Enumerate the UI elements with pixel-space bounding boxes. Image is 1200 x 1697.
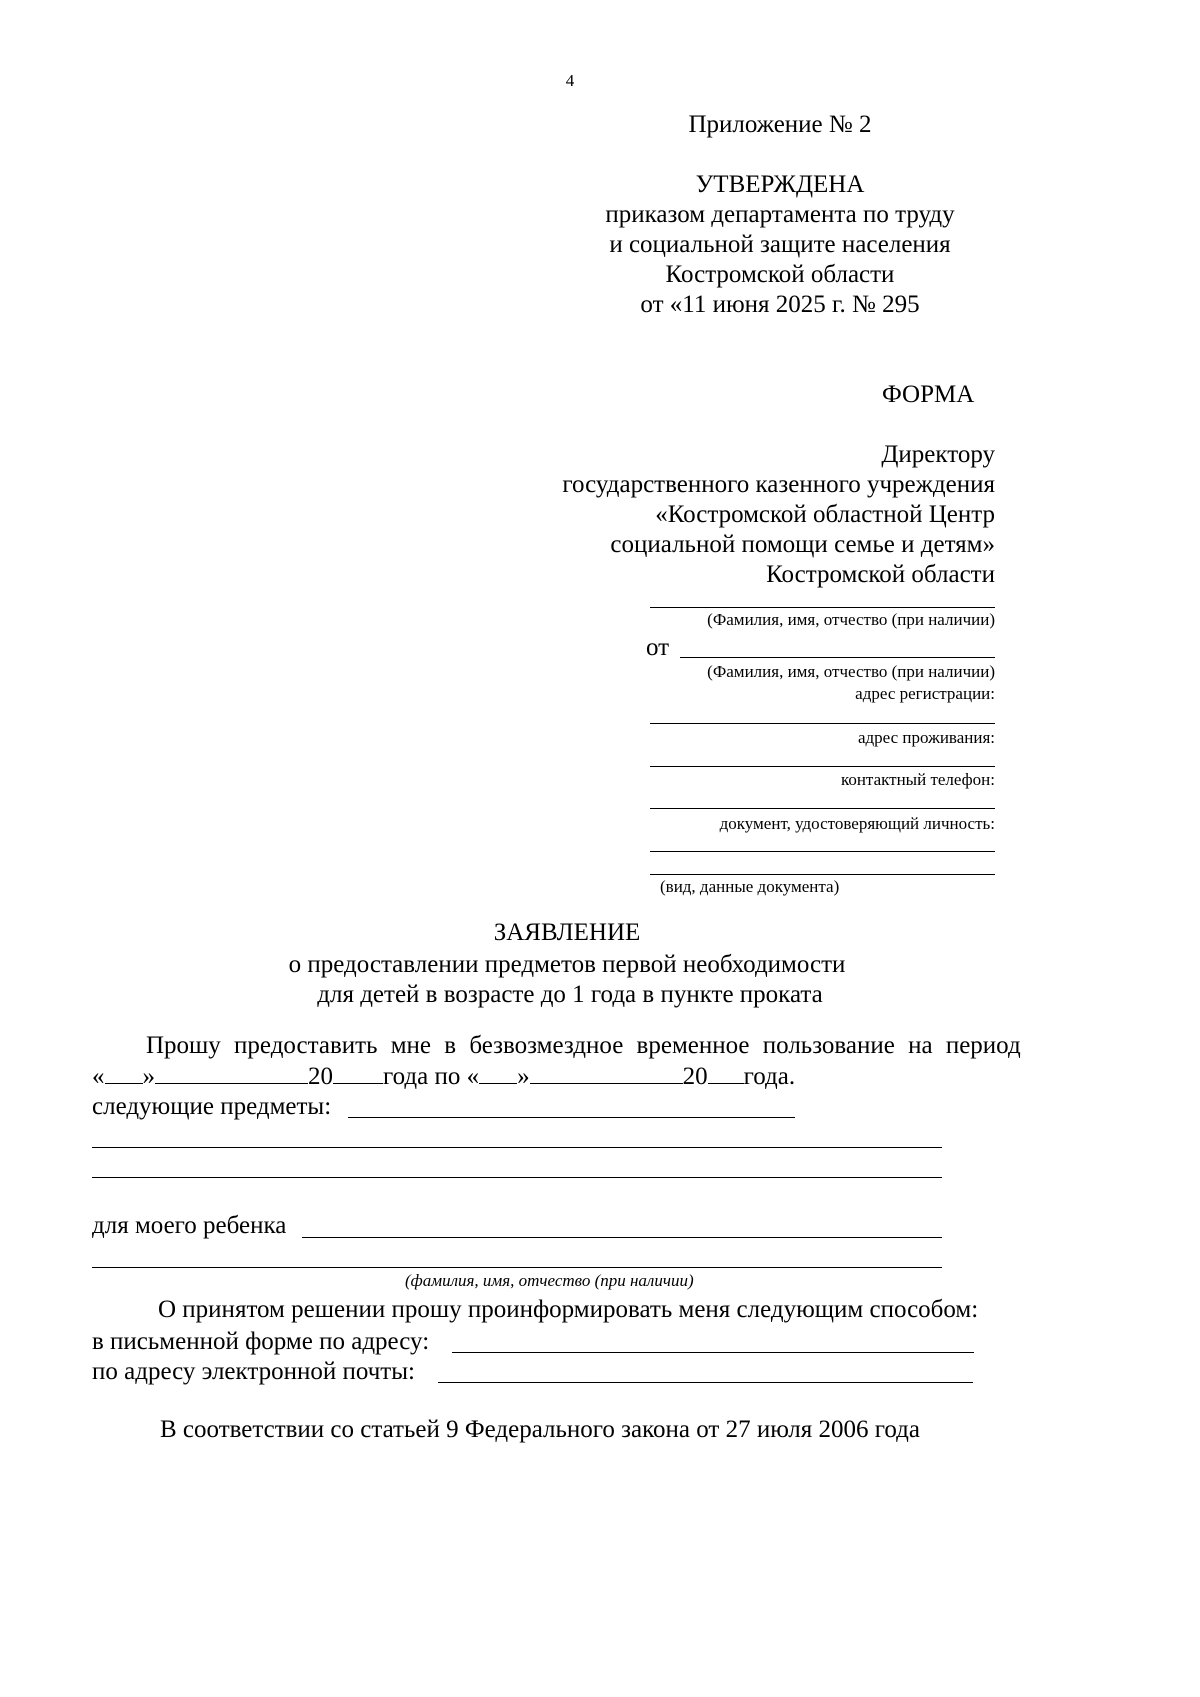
order-line: Костромской области [665,261,895,288]
appendix-label: Приложение № 2 [688,111,872,138]
close-quote-2: » [517,1063,530,1090]
period-middle-text: года по « [383,1063,480,1090]
start-day-field[interactable] [105,1062,143,1084]
open-quote: « [92,1063,105,1090]
start-year-prefix: 20 [308,1063,333,1090]
email-line[interactable] [438,1382,973,1383]
order-line: и социальной защите населения [609,231,951,258]
email-label: по адресу электронной почты: [92,1358,415,1385]
addressee-line: государственного казенного учреждения [562,471,995,498]
items-line-2[interactable] [92,1147,942,1148]
child-label: для моего ребенка [92,1212,287,1239]
written-address-label: в письменной форме по адресу: [92,1328,430,1355]
form-label: ФОРМА [882,381,975,408]
approved-label: УТВЕРЖДЕНА [695,171,865,198]
notify-line: О принятом решении прошу проинформировать меня следующим способом: [158,1296,979,1323]
applicant-name-line[interactable] [680,657,995,658]
child-name-line-2[interactable] [92,1267,942,1268]
statement-subtitle: о предоставлении предметов первой необходимости [288,951,846,978]
director-name-caption: (Фамилия, имя, отчество (при наличии) [707,610,995,629]
period-end-text: года. [743,1063,796,1090]
director-name-line [650,607,995,608]
child-name-line[interactable] [302,1237,942,1238]
start-year-field[interactable] [333,1062,383,1084]
statement-subtitle: для детей в возрасте до 1 года в пункте проката [317,981,823,1008]
order-line: приказом департамента по труду [605,201,955,228]
registration-address-label: адрес регистрации: [855,684,995,703]
phone-label: контактный телефон: [840,770,995,789]
addressee-line: социальной помощи семье и детям» [610,531,995,558]
id-document-label: документ, удостоверяющий личность: [719,814,995,833]
request-line: Прошу предоставить мне в безвозмездное временное пользование на период [146,1032,1021,1059]
period-line [92,1062,795,1092]
items-label: следующие предметы: [92,1093,332,1120]
start-month-field[interactable] [155,1062,308,1084]
addressee-line: Костромской области [766,561,995,588]
statement-title: ЗАЯВЛЕНИЕ [493,919,641,946]
items-line[interactable] [348,1117,795,1118]
end-year-prefix: 20 [682,1063,708,1090]
written-address-line[interactable] [452,1352,974,1353]
end-month-field[interactable] [530,1062,683,1084]
id-document-line-2[interactable] [650,874,995,875]
registration-address-line[interactable] [650,723,995,724]
order-date-number: от «11 июня 2025 г. № 295 [640,291,920,318]
residence-address-line[interactable] [650,766,995,767]
child-name-caption: (фамилия, имя, отчество (при наличии) [405,1271,694,1290]
from-label: от [646,634,670,661]
items-line-3[interactable] [92,1177,942,1178]
id-document-line[interactable] [650,851,995,852]
law-reference-line: В соответствии со статьей 9 Федерального закона от 27 июля 2006 года [160,1416,920,1443]
residence-address-label: адрес проживания: [857,728,995,747]
close-quote: » [142,1063,155,1090]
id-document-caption: (вид, данные документа) [660,877,840,896]
end-year-field[interactable] [708,1062,744,1084]
end-day-field[interactable] [479,1062,517,1084]
page-number: 4 [565,71,575,90]
addressee-line: Директору [881,441,995,468]
phone-line[interactable] [650,808,995,809]
addressee-line: «Костромской областной Центр [655,501,995,528]
applicant-name-caption: (Фамилия, имя, отчество (при наличии) [707,662,995,681]
